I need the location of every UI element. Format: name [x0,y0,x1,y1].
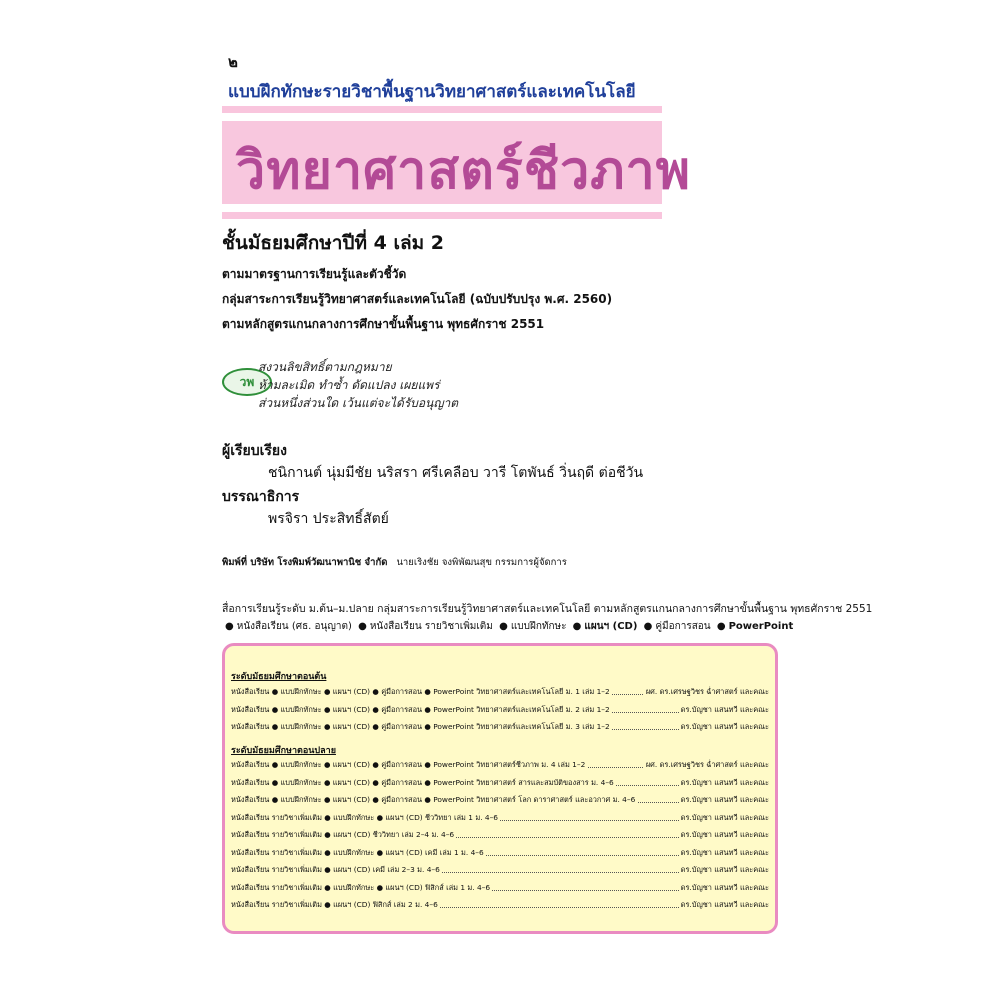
catalog-row [231,777,769,789]
catalog-row-author: ดร.บัญชา แสนทวี และคณะ [680,900,769,909]
catalog-heading-upper: ระดับมัธยมศึกษาตอนปลาย [231,746,336,756]
media-item: แผนฯ (CD) [584,621,638,632]
catalog-row-author: ดร.บัญชา แสนทวี และคณะ [680,847,769,857]
catalog-row [231,812,769,824]
bullet-icon: ● [572,621,582,632]
media-intro: สื่อการเรียนรู้ระดับ ม.ต้น–ม.ปลาย กลุ่มสาระการเรียนรู้วิทยาศาสตร์และเทคโนโลยี ตามหลักสูตรแกนกลางการศึกษาขั้นพื้นฐาน พุทธศักราช 2551 [222,603,873,615]
catalog-row-title: หนังสือเรียน รายวิชาเพิ่มเติม ● แผนฯ (CD) เคมี เล่ม 2–3 ม. 4–6 [231,865,440,874]
catalog-row-title: หนังสือเรียน ● แบบฝึกทักษะ ● แผนฯ (CD) ● คู่มือการสอน ● PowerPoint วิทยาศาสตร์และเทคโนโลยี ม. 3 เล่ม 1–2 [231,722,610,731]
catalog-row [231,759,769,771]
catalog-row-author: ดร.บัญชา แสนทวี และคณะ [680,812,769,822]
media-item: หนังสือเรียน รายวิชาเพิ่มเติม [369,621,493,632]
subtitle-learning-area: กลุ่มสาระการเรียนรู้วิทยาศาสตร์และเทคโนโลยี (ฉบับปรับปรุง พ.ศ. 2560) [222,292,613,306]
bullet-icon: ● [499,621,508,632]
catalog-row-author: ดร.บัญชา แสนทวี และคณะ [680,865,769,874]
catalog-row-title: หนังสือเรียน ● แบบฝึกทักษะ ● แผนฯ (CD) ● คู่มือการสอน ● PowerPoint วิทยาศาสตร์และเทคโนโลยี ม. 1 เล่ม 1–2 [231,687,610,696]
catalog-row-author: ดร.บัญชา แสนทวี และคณะ [680,722,769,731]
catalog-row-title: หนังสือเรียน รายวิชาเพิ่มเติม ● แบบฝึกทักษะ ● แผนฯ (CD) เคมี เล่ม 1 ม. 4–6 [231,847,484,857]
catalog-heading-lower: ระดับมัธยมศึกษาตอนต้น [231,672,327,682]
media-item: แบบฝึกทักษะ [510,621,567,632]
copyright-line: สงวนลิขสิทธิ์ตามกฎหมาย [258,360,392,374]
catalog-row [231,686,769,698]
catalog-row [231,882,769,894]
subtitle-standards: ตามมาตรฐานการเรียนรู้และตัวชี้วัด [222,267,407,281]
catalog-row-author: ดร.บัญชา แสนทวี และคณะ [680,704,769,714]
catalog-row-author: ผศ. ดร.เศรษฐวิชร ฉ่ำศาสตร์ และคณะ [645,760,769,769]
catalog-row-author: ดร.บัญชา แสนทวี และคณะ [680,882,769,892]
catalog-row [231,899,769,911]
series-title: แบบฝึกทักษะรายวิชาพื้นฐานวิทยาศาสตร์และเทคโนโลยี [228,82,636,102]
catalog-row-title: หนังสือเรียน รายวิชาเพิ่มเติม ● แผนฯ (CD) ชีววิทยา เล่ม 2–4 ม. 4–6 [231,830,455,839]
copyright-line: ส่วนหนึ่งส่วนใด เว้นแต่จะได้รับอนุญาต [258,396,459,410]
authors-label: ผู้เรียบเรียง [222,443,287,459]
media-item: หนังสือเรียน (ศธ. อนุญาต) [236,621,352,632]
printer-manager: นายเริงชัย จงพิพัฒนสุข กรรมการผู้จัดการ [396,557,567,568]
printer-info [222,555,567,570]
bullet-icon: ● [225,621,234,632]
catalog-row-title: หนังสือเรียน รายวิชาเพิ่มเติม ● แผนฯ (CD) ฟิสิกส์ เล่ม 2 ม. 4–6 [231,900,438,909]
title-stripe-top [222,106,662,113]
catalog-row-author: ดร.บัญชา แสนทวี และคณะ [680,777,769,787]
catalog-row-title: หนังสือเรียน ● แบบฝึกทักษะ ● แผนฯ (CD) ● คู่มือการสอน ● PowerPoint วิทยาศาสตร์ สารและสมบัติของสาร ม. 4–6 [231,777,614,787]
main-title: วิทยาศาสตร์ชีวภาพ [236,141,692,201]
page-number: ๒ [228,53,238,71]
catalog-row-author: ดร.บัญชา แสนทวี และคณะ [680,795,769,804]
catalog-row-author: ดร.บัญชา แสนทวี และคณะ [680,830,769,839]
media-list [222,619,793,634]
catalog-row-title: หนังสือเรียน รายวิชาเพิ่มเติม ● แบบฝึกทักษะ ● แผนฯ (CD) ชีววิทยา เล่ม 1 ม. 4–6 [231,812,499,822]
catalog-row [231,864,769,876]
grade-title: ชั้นมัธยมศึกษาปีที่ 4 เล่ม 2 [222,232,444,254]
media-item: คู่มือการสอน [655,621,711,632]
catalog-row [231,829,769,841]
editor-names: พรจิรา ประสิทธิ์สัตย์ [268,511,389,527]
bullet-icon: ● [716,621,726,632]
title-stripe-bottom [222,212,662,219]
catalog-box [222,643,778,934]
editor-label: บรรณาธิการ [222,489,300,505]
publisher-logo-icon: วพ [222,368,272,396]
catalog-row-author: ผศ. ดร.เศรษฐวิชร ฉ่ำศาสตร์ และคณะ [645,687,769,696]
catalog-row-title: หนังสือเรียน ● แบบฝึกทักษะ ● แผนฯ (CD) ● คู่มือการสอน ● PowerPoint วิทยาศาสตร์และเทคโนโลยี ม. 2 เล่ม 1–2 [231,704,610,714]
authors-names: ชนิกานต์ นุ่มมีชัย นริสรา ศรีเคลือบ วารี โตพันธ์ วิ่นฤดี ต่อชีวัน [268,465,644,481]
subtitle-curriculum: ตามหลักสูตรแกนกลางการศึกษาขั้นพื้นฐาน พุทธศักราช 2551 [222,317,545,331]
catalog-row [231,704,769,716]
printer-company: พิมพ์ที่ บริษัท โรงพิมพ์วัฒนาพานิช จำกัด [222,557,388,568]
catalog-row [231,721,769,733]
catalog-row [231,847,769,859]
catalog-row-title: หนังสือเรียน ● แบบฝึกทักษะ ● แผนฯ (CD) ● คู่มือการสอน ● PowerPoint วิทยาศาสตร์ชีวภาพ ม. 4 เล่ม 1–2 [231,760,586,769]
bullet-icon: ● [358,621,367,632]
bullet-icon: ● [643,621,653,632]
catalog-row-title: หนังสือเรียน ● แบบฝึกทักษะ ● แผนฯ (CD) ● คู่มือการสอน ● PowerPoint วิทยาศาสตร์ โลก ดาราศาสตร์ และอวกาศ ม. 4–6 [231,795,636,804]
catalog-row-title: หนังสือเรียน รายวิชาเพิ่มเติม ● แบบฝึกทักษะ ● แผนฯ (CD) ฟิสิกส์ เล่ม 1 ม. 4–6 [231,882,491,892]
media-item: PowerPoint [728,621,794,632]
catalog-row [231,794,769,806]
copyright-line: ห้ามละเมิด ทำซ้ำ ดัดแปลง เผยแพร่ [258,378,440,392]
